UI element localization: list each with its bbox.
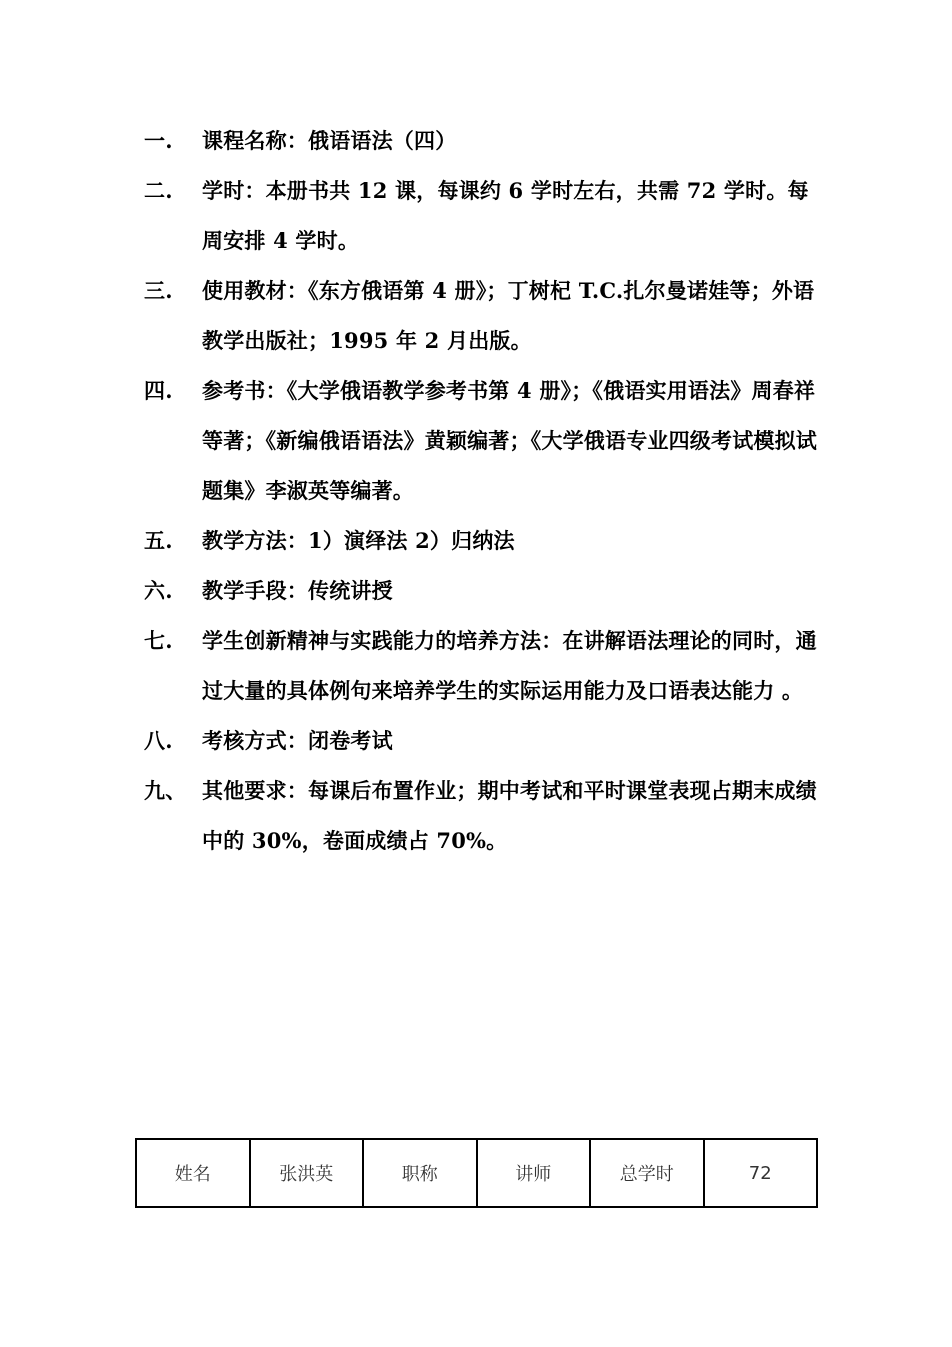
item-number: 四. [144, 378, 173, 403]
total-hours-value-cell: 72 [704, 1139, 818, 1207]
list-item [144, 566, 824, 616]
item-text: 学生创新精神与实践能力的培养方法：在讲解语法理论的同时，通过大量的具体例句来培养学生的实际运用能力及口语表达能力 。 [202, 628, 817, 703]
item-number: 六. [144, 578, 173, 603]
item-text: 学时：本册书共 12 课，每课约 6 学时左右，共需 72 学时。每周安排 4 学时。 [202, 178, 809, 253]
item-number: 八. [144, 728, 173, 753]
list-item [144, 716, 824, 766]
instructor-info-table [135, 1138, 818, 1208]
item-number: 二. [144, 178, 173, 203]
item-number: 三. [144, 278, 173, 303]
item-number: 七. [144, 628, 173, 653]
item-text: 其他要求：每课后布置作业；期中考试和平时课堂表现占期末成绩中的 30%，卷面成绩占 70%。 [202, 778, 817, 853]
item-text: 参考书：《大学俄语教学参考书第 4 册》；《俄语实用语法》周春祥等著；《新编俄语语法》黄颖编著；《大学俄语专业四级考试模拟试题集》李淑英等编著。 [202, 378, 817, 503]
name-label-cell: 姓名 [136, 1139, 250, 1207]
table-row [136, 1139, 817, 1207]
list-item [144, 266, 824, 366]
list-item [144, 116, 824, 166]
list-item [144, 766, 824, 866]
list-item [144, 366, 824, 516]
list-item [144, 166, 824, 266]
item-number: 一. [144, 128, 173, 153]
syllabus-list [144, 116, 824, 866]
title-label-cell: 职称 [363, 1139, 477, 1207]
item-text: 教学方法：1）演绎法 2）归纳法 [202, 528, 515, 553]
item-text: 考核方式：闭卷考试 [202, 728, 393, 753]
item-text: 课程名称：俄语语法（四） [202, 128, 457, 153]
name-value-cell: 张洪英 [250, 1139, 364, 1207]
total-hours-label-cell: 总学时 [590, 1139, 704, 1207]
item-text: 教学手段：传统讲授 [202, 578, 393, 603]
list-item [144, 616, 824, 716]
item-number: 五. [144, 528, 173, 553]
item-number: 九、 [144, 778, 187, 803]
title-value-cell: 讲师 [477, 1139, 591, 1207]
item-text: 使用教材：《东方俄语第 4 册》；丁树杞 T.C.扎尔曼诺娃等；外语教学出版社；1995 年 2 月出版。 [202, 278, 815, 353]
list-item [144, 516, 824, 566]
